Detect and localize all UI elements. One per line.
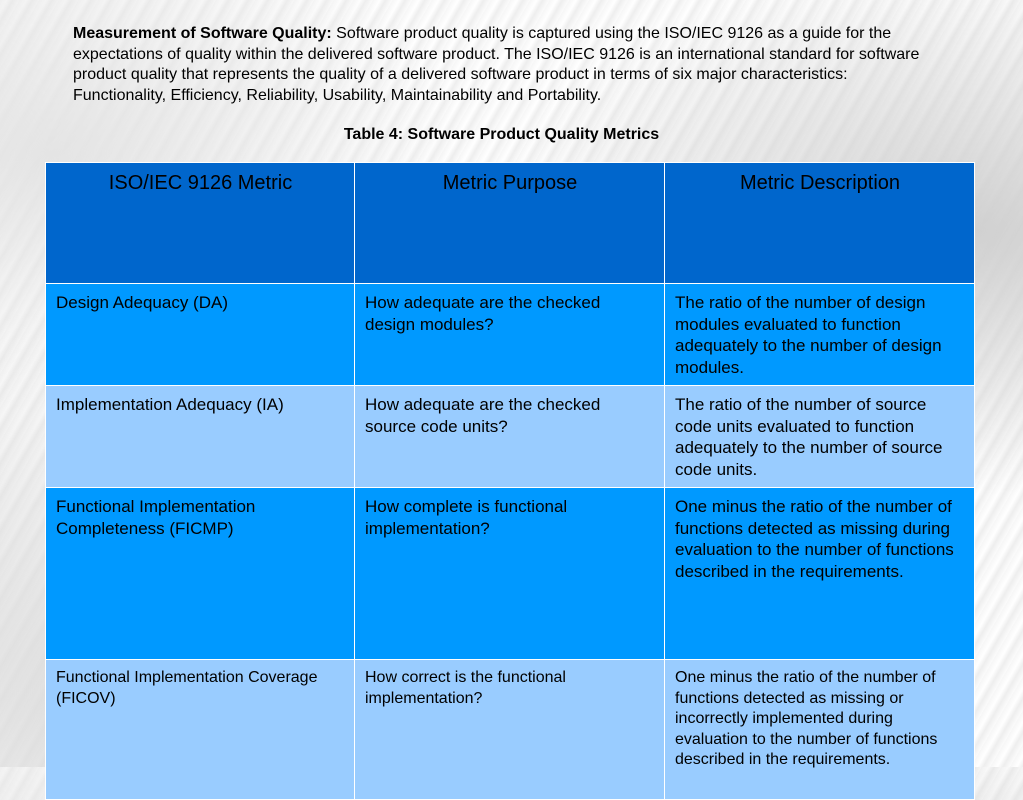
table-row xyxy=(46,386,975,488)
table-header-row xyxy=(46,163,975,284)
intro-text: Software product quality is captured using the ISO/IEC 9126 as a guide for the expectations of quality within the delivered software product. The ISO/IEC 9126 is an international standard for software product quality that represents the quality of a delivered software product in terms of six major characteristics: Functionality, Efficiency, Reliability, Usability, Maintainability and Portability. xyxy=(73,25,920,104)
cell-purpose: How correct is the functional implementation? xyxy=(355,660,665,800)
cell-purpose: How adequate are the checked source code units? xyxy=(355,386,665,488)
table-row xyxy=(46,284,975,386)
cell-description: One minus the ratio of the number of functions detected as missing or incorrectly implemented during evaluation to the number of functions described in the requirements. xyxy=(665,660,975,800)
table-caption: Table 4: Software Product Quality Metrics xyxy=(343,126,660,143)
table-row xyxy=(46,660,975,800)
header-metric: ISO/IEC 9126 Metric xyxy=(46,163,355,284)
header-description: Metric Description xyxy=(665,163,975,284)
cell-metric: Implementation Adequacy (IA) xyxy=(46,386,355,488)
cell-metric: Design Adequacy (DA) xyxy=(46,284,355,386)
intro-paragraph xyxy=(73,24,943,106)
header-purpose: Metric Purpose xyxy=(355,163,665,284)
table-row xyxy=(46,488,975,660)
cell-metric: Functional Implementation Completeness (FICMP) xyxy=(46,488,355,660)
quality-metrics-table xyxy=(45,162,975,800)
cell-description: One minus the ratio of the number of functions detected as missing during evaluation to the number of functions described in the requirements. xyxy=(665,488,975,660)
cell-description: The ratio of the number of source code units evaluated to function adequately to the number of source code units. xyxy=(665,386,975,488)
cell-metric: Functional Implementation Coverage (FICOV) xyxy=(46,660,355,800)
cell-purpose: How adequate are the checked design modules? xyxy=(355,284,665,386)
cell-description: The ratio of the number of design modules evaluated to function adequately to the number of design modules. xyxy=(665,284,975,386)
cell-purpose: How complete is functional implementation? xyxy=(355,488,665,660)
intro-lead: Measurement of Software Quality: xyxy=(73,25,332,42)
